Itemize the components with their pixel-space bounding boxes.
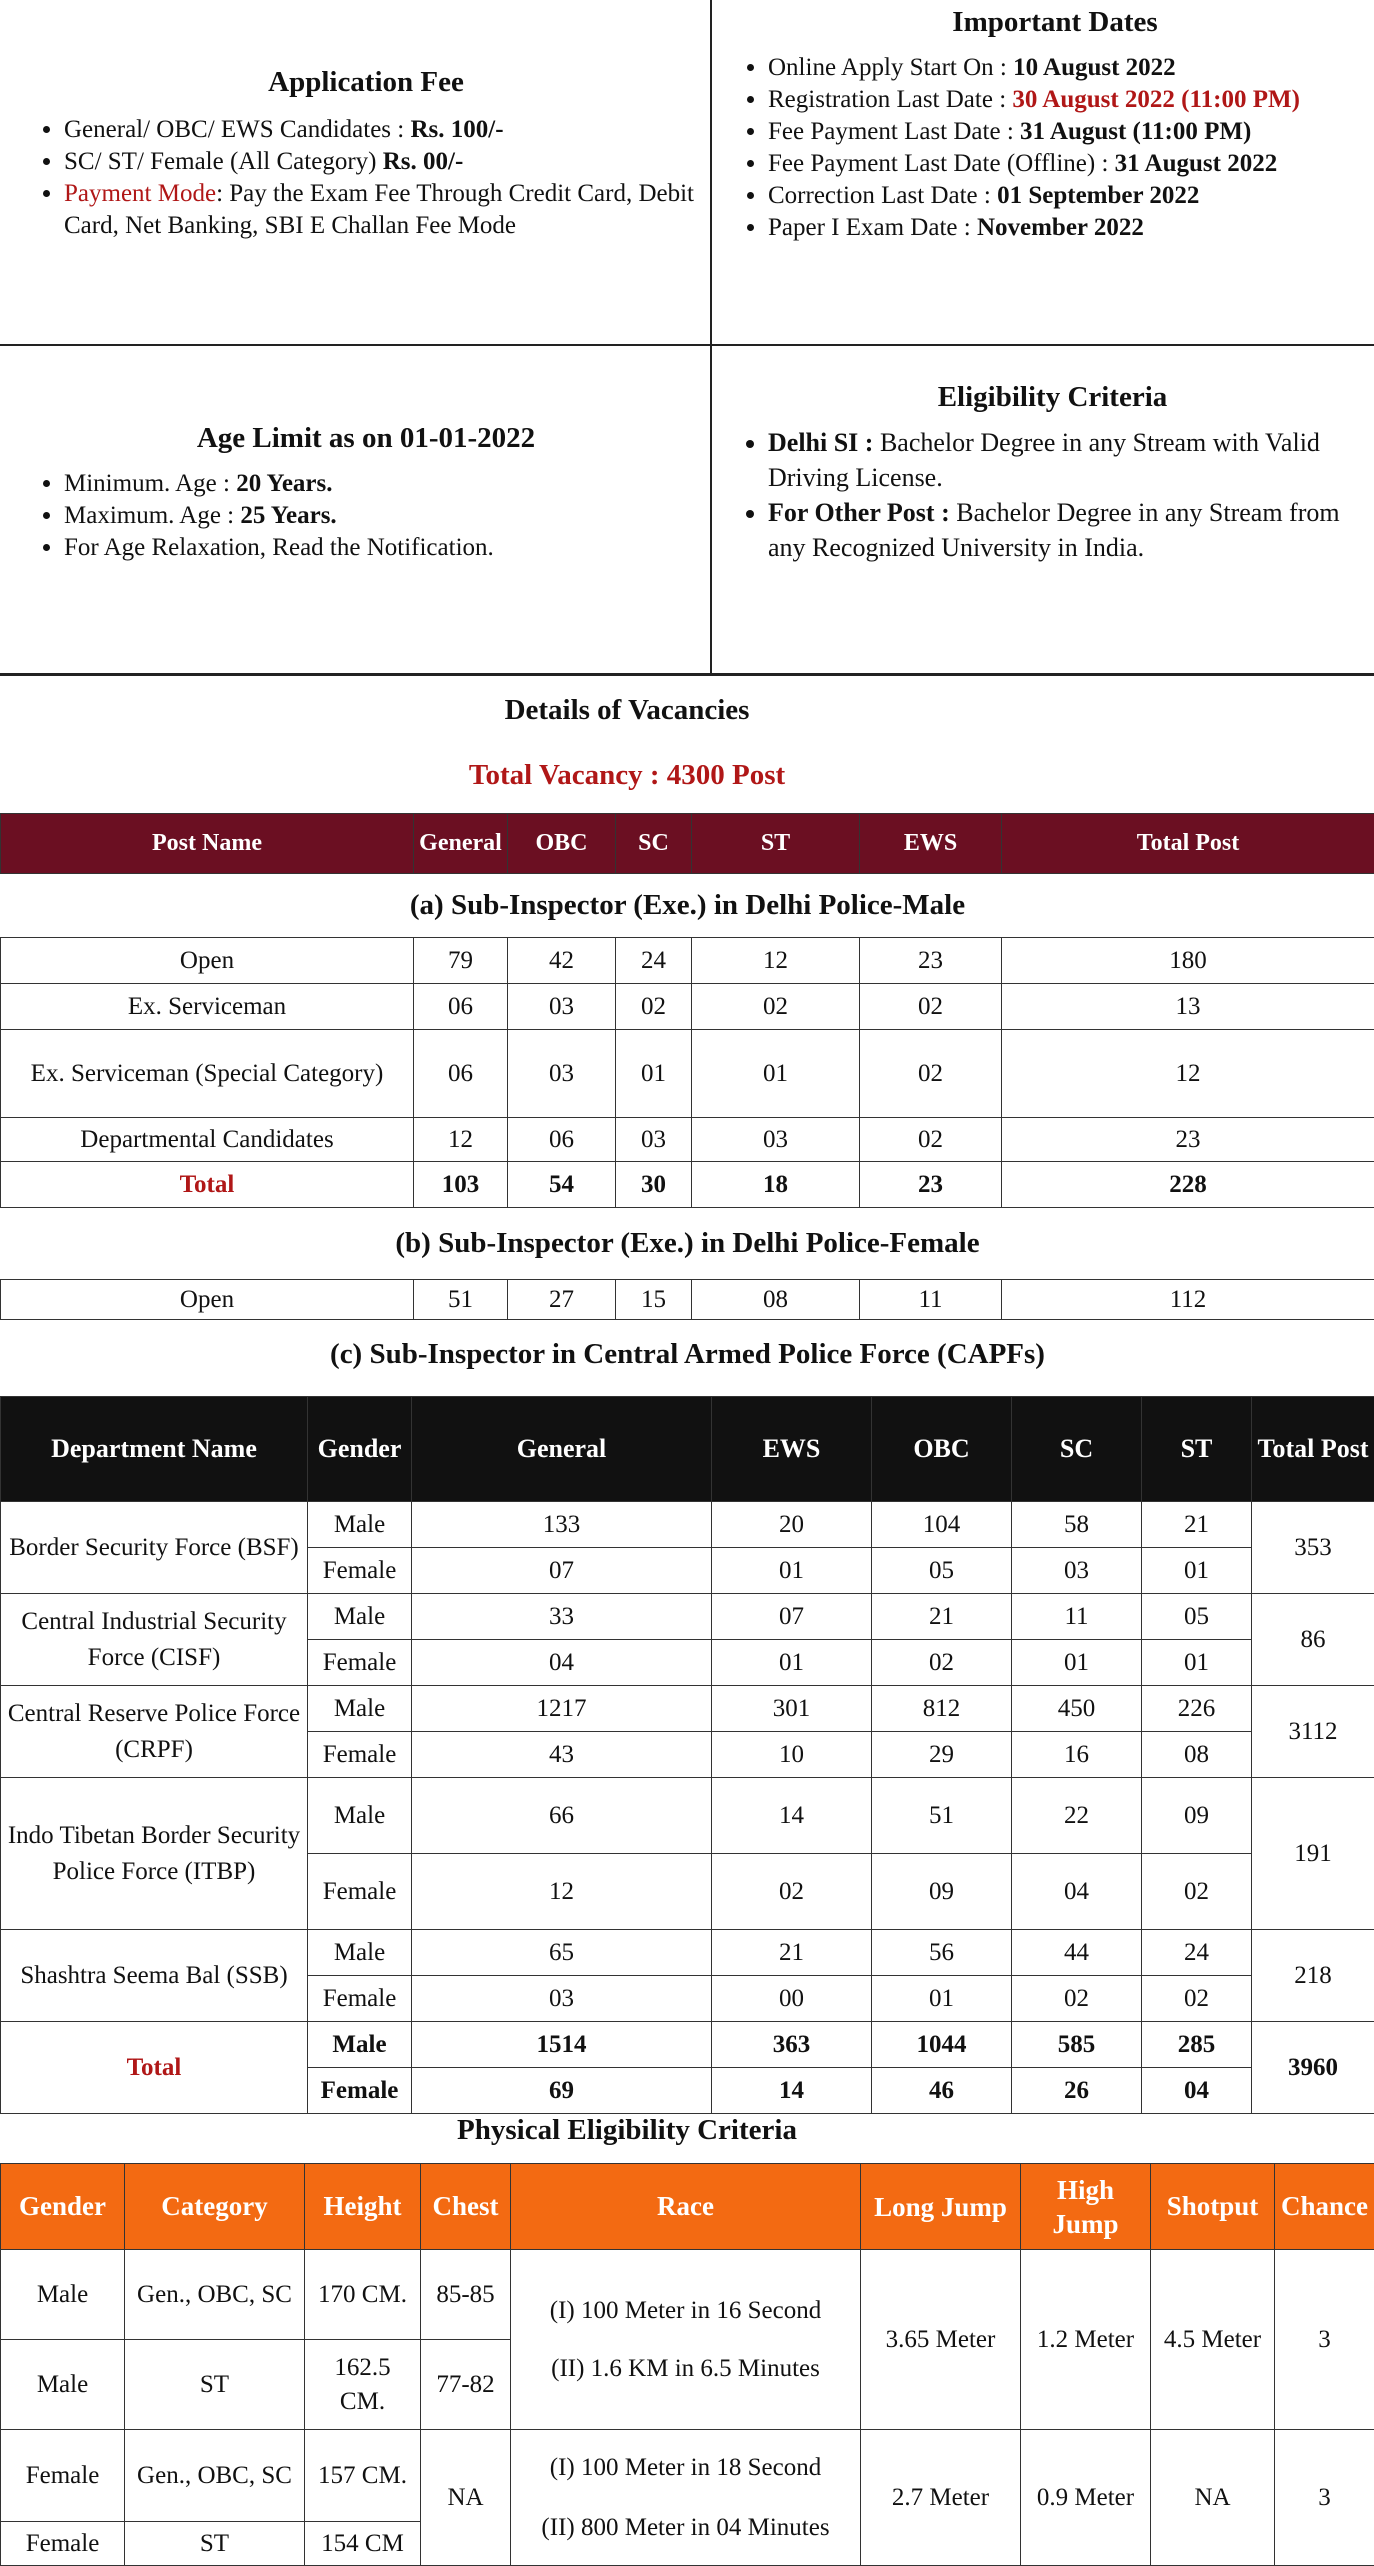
header-cell: Category — [125, 2164, 305, 2250]
vacancy-table — [0, 813, 1374, 1390]
gender-cell: Male — [308, 1594, 412, 1640]
department-name: Central Industrial Security Force (CISF) — [1, 1594, 308, 1686]
date-item: • Registration Last Date : 30 August 2022 (11:00 PM) — [768, 84, 1370, 116]
table-row — [1, 1686, 1374, 1732]
age-item: • Minimum. Age : 20 Years. — [64, 468, 696, 500]
value-cell: 09 — [1142, 1778, 1252, 1854]
value-cell: 22 — [1012, 1778, 1142, 1854]
age-limit-section — [36, 422, 696, 564]
value-cell: 02 — [1142, 1854, 1252, 1930]
gender-cell: Female — [308, 1548, 412, 1594]
header-cell: Department Name — [1, 1397, 308, 1502]
value-cell: 24 — [1142, 1930, 1252, 1976]
capf-table — [0, 1396, 1374, 2114]
gender-cell: Female — [308, 1640, 412, 1686]
header-cell: OBC — [508, 814, 616, 874]
eligibility-list — [740, 425, 1365, 565]
gender-cell: Female — [308, 1854, 412, 1930]
gender-cell: Female — [308, 2068, 412, 2114]
eligibility-section — [740, 380, 1365, 565]
table-row: Male ST 162.5 CM. 77-82 — [1, 2340, 1374, 2430]
table-row — [1, 1502, 1374, 1548]
total-post-cell: 3112 — [1252, 1686, 1374, 1778]
table-row — [1, 1930, 1374, 1976]
total-post-cell: 218 — [1252, 1930, 1374, 2022]
section-a-title: (a) Sub-Inspector (Exe.) in Delhi Police-Male — [1, 874, 1374, 938]
value-cell: 1514 — [412, 2022, 712, 2068]
department-name: Indo Tibetan Border Security Police Force (ITBP) — [1, 1778, 308, 1930]
capf-body — [1, 1502, 1374, 2114]
fee-item: • SC/ ST/ Female (All Category) Rs. 00/- — [64, 146, 696, 178]
age-limit-title: Age Limit as on 01-01-2022 — [36, 422, 696, 454]
header-cell: General — [412, 1397, 712, 1502]
total-vacancy: Total Vacancy : 4300 Post — [0, 755, 1314, 795]
table-row: Female ST 154 CM — [1, 2522, 1374, 2566]
date-item: • Correction Last Date : 01 September 2022 — [768, 180, 1370, 212]
gender-cell: Male — [308, 1686, 412, 1732]
value-cell: 812 — [872, 1686, 1012, 1732]
value-cell: 02 — [712, 1854, 872, 1930]
value-cell: 01 — [712, 1640, 872, 1686]
table-row — [1, 1594, 1374, 1640]
important-dates-title: Important Dates — [740, 6, 1370, 38]
value-cell: 66 — [412, 1778, 712, 1854]
value-cell: 26 — [1012, 2068, 1142, 2114]
value-cell: 01 — [712, 1548, 872, 1594]
value-cell: 05 — [1142, 1594, 1252, 1640]
header-cell: SC — [1012, 1397, 1142, 1502]
eligibility-title: Eligibility Criteria — [740, 380, 1365, 415]
header-cell: Gender — [308, 1397, 412, 1502]
application-fee-section — [36, 66, 696, 242]
value-cell: 10 — [712, 1732, 872, 1778]
header-cell: Chance — [1275, 2164, 1374, 2250]
value-cell: 03 — [412, 1976, 712, 2022]
date-item: • Online Apply Start On : 10 August 2022 — [768, 52, 1370, 84]
header-cell: Shotput — [1151, 2164, 1275, 2250]
application-fee-title: Application Fee — [36, 66, 696, 98]
value-cell: 21 — [1142, 1502, 1252, 1548]
table-row: Open 79 42 24 12 23 180 — [1, 938, 1374, 984]
important-dates-list — [740, 52, 1370, 244]
value-cell: 11 — [1012, 1594, 1142, 1640]
value-cell: 05 — [872, 1548, 1012, 1594]
header-cell: Total Post — [1252, 1397, 1374, 1502]
value-cell: 29 — [872, 1732, 1012, 1778]
value-cell: 33 — [412, 1594, 712, 1640]
age-item: • For Age Relaxation, Read the Notification. — [64, 532, 696, 564]
value-cell: 363 — [712, 2022, 872, 2068]
value-cell: 20 — [712, 1502, 872, 1548]
fee-item: • Payment Mode: Pay the Exam Fee Through Credit Card, Debit Card, Net Banking, SBI E Challan Fee Mode — [64, 178, 696, 242]
value-cell: 07 — [412, 1548, 712, 1594]
eligibility-item: • Delhi SI : Bachelor Degree in any Stream with Valid Driving License. — [768, 425, 1365, 495]
fee-item: • General/ OBC/ EWS Candidates : Rs. 100/- — [64, 114, 696, 146]
value-cell: 46 — [872, 2068, 1012, 2114]
age-item: • Maximum. Age : 25 Years. — [64, 500, 696, 532]
header-cell: ST — [692, 814, 860, 874]
gender-cell: Male — [308, 1502, 412, 1548]
value-cell: 01 — [1012, 1640, 1142, 1686]
value-cell: 1217 — [412, 1686, 712, 1732]
value-cell: 04 — [412, 1640, 712, 1686]
vacancies-title: Details of Vacancies — [0, 690, 1314, 730]
value-cell: 585 — [1012, 2022, 1142, 2068]
value-cell: 09 — [872, 1854, 1012, 1930]
value-cell: 1044 — [872, 2022, 1012, 2068]
race-cell: (I) 100 Meter in 16 Second (II) 1.6 KM in 6.5 Minutes — [511, 2250, 861, 2430]
value-cell: 51 — [872, 1778, 1012, 1854]
header-cell: Long Jump — [861, 2164, 1021, 2250]
value-cell: 01 — [1142, 1640, 1252, 1686]
value-cell: 226 — [1142, 1686, 1252, 1732]
department-name: Central Reserve Police Force (CRPF) — [1, 1686, 308, 1778]
table-row: Male Gen., OBC, SC 170 CM. 85-85 (I) 100 Meter in 16 Second (II) 1.6 KM in 6.5 Minutes 3.65 Meter 1.2 Meter 4.5 Meter 3 — [1, 2250, 1374, 2340]
value-cell: 08 — [1142, 1732, 1252, 1778]
table-row: Departmental Candidates 12 06 03 03 02 23 — [1, 1118, 1374, 1162]
value-cell: 00 — [712, 1976, 872, 2022]
header-cell: Post Name — [1, 814, 414, 874]
header-cell: EWS — [712, 1397, 872, 1502]
value-cell: 44 — [1012, 1930, 1142, 1976]
total-post-cell: 353 — [1252, 1502, 1374, 1594]
header-cell: Gender — [1, 2164, 125, 2250]
header-cell: ST — [1142, 1397, 1252, 1502]
gender-cell: Male — [308, 2022, 412, 2068]
gender-cell: Female — [308, 1976, 412, 2022]
section-b-row — [1, 1208, 1374, 1280]
table-row: Open 51 27 15 08 11 112 — [1, 1280, 1374, 1320]
vacancy-header-row — [1, 814, 1374, 874]
value-cell: 14 — [712, 2068, 872, 2114]
value-cell: 02 — [1142, 1976, 1252, 2022]
header-cell: High Jump — [1021, 2164, 1151, 2250]
header-cell: Total Post — [1002, 814, 1374, 874]
grid-divider-horizontal — [0, 344, 1374, 346]
value-cell: 04 — [1142, 2068, 1252, 2114]
value-cell: 16 — [1012, 1732, 1142, 1778]
value-cell: 21 — [712, 1930, 872, 1976]
section-c-row — [1, 1320, 1374, 1390]
table-row: Female Gen., OBC, SC 157 CM. NA (I) 100 Meter in 18 Second (II) 800 Meter in 04 Minutes 2.7 Meter 0.9 Meter NA 3 — [1, 2430, 1374, 2522]
physical-header-row — [1, 2164, 1374, 2250]
header-cell: OBC — [872, 1397, 1012, 1502]
age-limit-list — [36, 468, 696, 564]
date-item: • Fee Payment Last Date : 31 August (11:00 PM) — [768, 116, 1370, 148]
header-cell: SC — [616, 814, 692, 874]
gender-cell: Male — [308, 1778, 412, 1854]
value-cell: 104 — [872, 1502, 1012, 1548]
section-b-title: (b) Sub-Inspector (Exe.) in Delhi Police-Female — [1, 1208, 1374, 1280]
value-cell: 65 — [412, 1930, 712, 1976]
section-a-row — [1, 874, 1374, 938]
value-cell: 02 — [1012, 1976, 1142, 2022]
value-cell: 14 — [712, 1778, 872, 1854]
table-row: Ex. Serviceman (Special Category) 06 03 01 01 02 12 — [1, 1030, 1374, 1118]
value-cell: 285 — [1142, 2022, 1252, 2068]
value-cell: 01 — [872, 1976, 1012, 2022]
capf-header-row — [1, 1397, 1374, 1502]
eligibility-item: • For Other Post : Bachelor Degree in any Stream from any Recognized University in India. — [768, 495, 1365, 565]
value-cell: 450 — [1012, 1686, 1142, 1732]
header-cell: EWS — [860, 814, 1002, 874]
total-post-cell: 191 — [1252, 1778, 1374, 1930]
department-name: Total — [1, 2022, 308, 2114]
gender-cell: Male — [308, 1930, 412, 1976]
value-cell: 01 — [1142, 1548, 1252, 1594]
value-cell: 43 — [412, 1732, 712, 1778]
physical-table — [0, 2163, 1374, 2566]
total-row: Total 103 54 30 18 23 228 — [1, 1162, 1374, 1208]
value-cell: 133 — [412, 1502, 712, 1548]
table-row — [1, 1778, 1374, 1854]
info-grid — [0, 0, 1374, 676]
important-dates-section — [740, 6, 1370, 244]
gender-cell: Female — [308, 1732, 412, 1778]
value-cell: 301 — [712, 1686, 872, 1732]
header-cell: General — [414, 814, 508, 874]
header-cell: Chest — [421, 2164, 511, 2250]
physical-title: Physical Eligibility Criteria — [0, 2110, 1314, 2150]
value-cell: 04 — [1012, 1854, 1142, 1930]
value-cell: 07 — [712, 1594, 872, 1640]
section-c-title: (c) Sub-Inspector in Central Armed Police Force (CAPFs) — [1, 1320, 1374, 1390]
date-item: • Fee Payment Last Date (Offline) : 31 August 2022 — [768, 148, 1370, 180]
date-item: • Paper I Exam Date : November 2022 — [768, 212, 1370, 244]
total-post-cell: 86 — [1252, 1594, 1374, 1686]
header-cell: Height — [305, 2164, 421, 2250]
value-cell: 12 — [412, 1854, 712, 1930]
department-name: Shashtra Seema Bal (SSB) — [1, 1930, 308, 2022]
department-name: Border Security Force (BSF) — [1, 1502, 308, 1594]
value-cell: 03 — [1012, 1548, 1142, 1594]
value-cell: 69 — [412, 2068, 712, 2114]
race-cell: (I) 100 Meter in 18 Second (II) 800 Meter in 04 Minutes — [511, 2430, 861, 2566]
value-cell: 56 — [872, 1930, 1012, 1976]
table-row: Ex. Serviceman 06 03 02 02 02 13 — [1, 984, 1374, 1030]
value-cell: 21 — [872, 1594, 1012, 1640]
value-cell: 58 — [1012, 1502, 1142, 1548]
application-fee-list — [36, 114, 696, 242]
grid-divider-vertical — [710, 0, 712, 676]
value-cell: 02 — [872, 1640, 1012, 1686]
total-row — [1, 2022, 1374, 2068]
total-post-cell: 3960 — [1252, 2022, 1374, 2114]
header-cell: Race — [511, 2164, 861, 2250]
